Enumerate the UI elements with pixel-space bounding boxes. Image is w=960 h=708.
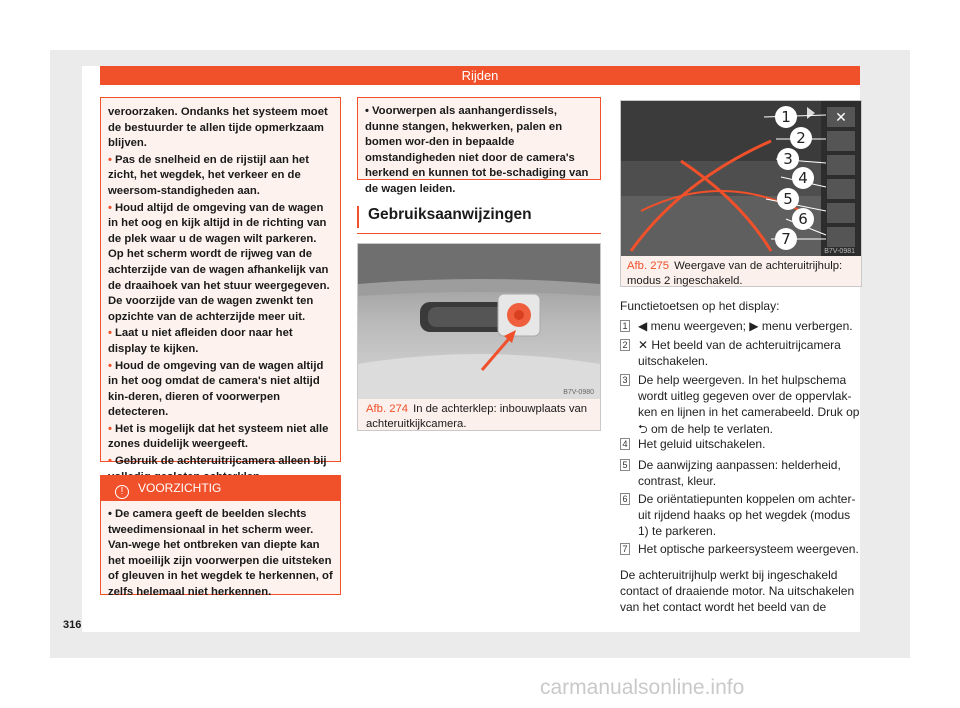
callout-5: 5 [783, 190, 793, 208]
item-number-badge: 1 [620, 320, 630, 332]
caution-header [101, 476, 340, 501]
warning-bullet: • Pas de snelheid en de rijstijl aan het zicht, het wegdek, het verkeer en de weersom-standigheden aan. [108, 153, 309, 197]
function-item: ✕ Het beeld van de achteruitrijcamera uitschakelen. [638, 338, 841, 369]
bullet-icon: • [108, 359, 112, 372]
caution-box [100, 475, 341, 598]
item-number-badge: 2 [620, 339, 630, 351]
tailgate-camera-image [358, 244, 600, 399]
figure-code: B7V-0980 [563, 389, 594, 396]
function-item: ◀ menu weergeven; ▶ menu verbergen. [638, 319, 853, 333]
caution-title: VOORZICHTIG [138, 481, 222, 495]
figure-275 [620, 100, 862, 287]
figure-caption: Afb. 275 Weergave van de achteruitrijhulp: modus 2 ingeschakeld. [627, 260, 843, 287]
functions-intro: Functietoetsen op het display: [620, 299, 780, 313]
figure-code: B7V-0981 [824, 248, 855, 255]
item-number-badge: 5 [620, 459, 630, 471]
warning-bullet: • Het is mogelijk dat het systeem niet alle zones duidelijk weergeeft. [108, 422, 329, 451]
warning-intro: veroorzaken. Ondanks het systeem moet de bestuurder te allen tijde opmerkzaam blijven. [108, 106, 328, 150]
warning-bullet: • Gebruik de achteruitrijcamera alleen bij [108, 455, 327, 468]
callout-7: 7 [781, 230, 791, 248]
callout-2: 2 [796, 129, 806, 147]
function-item: De aanwijzing aanpassen: helderheid, contrast, kleur. [638, 458, 841, 489]
exclamation-circle-icon: ! [115, 485, 129, 499]
function-item: Het optische parkeersysteem weergeven. [638, 542, 859, 556]
figure-274 [357, 243, 601, 431]
page-number: 316 [63, 619, 82, 631]
function-item: De oriëntatiepunten koppelen om achter-uit rijdend haaks op het wegdek (modus 1) te parkeren. [638, 492, 856, 539]
section-title: Gebruiksaanwijzingen [357, 202, 601, 234]
bullet-icon: • [108, 201, 112, 214]
function-item: Het geluid uitschakelen. [638, 437, 766, 451]
item-number-badge: 6 [620, 493, 630, 505]
bullet-icon: • [108, 422, 112, 435]
callout-3: 3 [783, 150, 793, 168]
bullet-icon: • [108, 153, 112, 166]
item-number-badge: 7 [620, 543, 630, 555]
function-item: De help weergeven. In het hulpschema wordt uitleg gegeven over de oppervlak-ken en lijnen in het camerabeeld. Druk op ⮌ om de help te verlaten. [638, 373, 860, 436]
warning-bullet: • Houd de omgeving van de wagen altijd in het oog omdat de camera's niet altijd kin-deren, dieren of voorwerpen detecteren. [108, 359, 324, 419]
callout-6: 6 [798, 210, 808, 228]
item-number-badge: 4 [620, 438, 630, 450]
item-number-badge: 3 [620, 374, 630, 386]
body-paragraph: De achteruitrijhulp werkt bij ingeschakeld contact of draaiende motor. Na uitschakelen van het contact wordt het beeld van de [620, 568, 855, 615]
warning-box-objects: • Voorwerpen als aanhangerdissels, dunne stangen, hekwerken, palen en bomen wor-den in bepaalde omstandigheden niet door de camera's herkend en kunnen tot be-schadiging van de wagen leiden. [357, 97, 601, 180]
figure-caption: Afb. 274 In de achterklep: inbouwplaats van achteruitkijkcamera. [366, 403, 588, 430]
callout-1: 1 [781, 108, 791, 126]
warning-bullet: • Houd altijd de omgeving van de wagen in het oog en kijk altijd in de richting van de plek waar u de wagen wilt parkeren. Op het scherm wordt de rijweg van de achterzijde van de wagen afhankelijk van de draaihoek van het stuur weergegeven. De voorzijde van de wagen zwenkt ten opzichte van de achterzijde meer uit. [108, 201, 330, 323]
chapter-header: Rijden [100, 66, 860, 85]
caution-text: • De camera geeft de beelden slechts tweedimensionaal in het scherm weer. Van-wege het ontbreken van diepte kan het moeilijk zijn voorwerpen die uitsteken of gleuven in het wegdek te herkennen, of zelfs helemaal niet herkennen. [108, 508, 333, 598]
warning-bullet: • Laat u niet afleiden door naar het display te kijken. [108, 327, 293, 355]
bullet-icon: • [108, 327, 112, 340]
callout-4: 4 [798, 169, 808, 187]
warning-continuation-box [100, 97, 341, 468]
bullet-icon: • [108, 508, 112, 520]
watermark: carmanualsonline.info [540, 676, 745, 699]
bullet-icon: • [108, 455, 112, 468]
close-icon: ✕ [835, 110, 847, 126]
bullet-icon: • [365, 105, 369, 117]
rear-view-display-image [621, 101, 861, 256]
